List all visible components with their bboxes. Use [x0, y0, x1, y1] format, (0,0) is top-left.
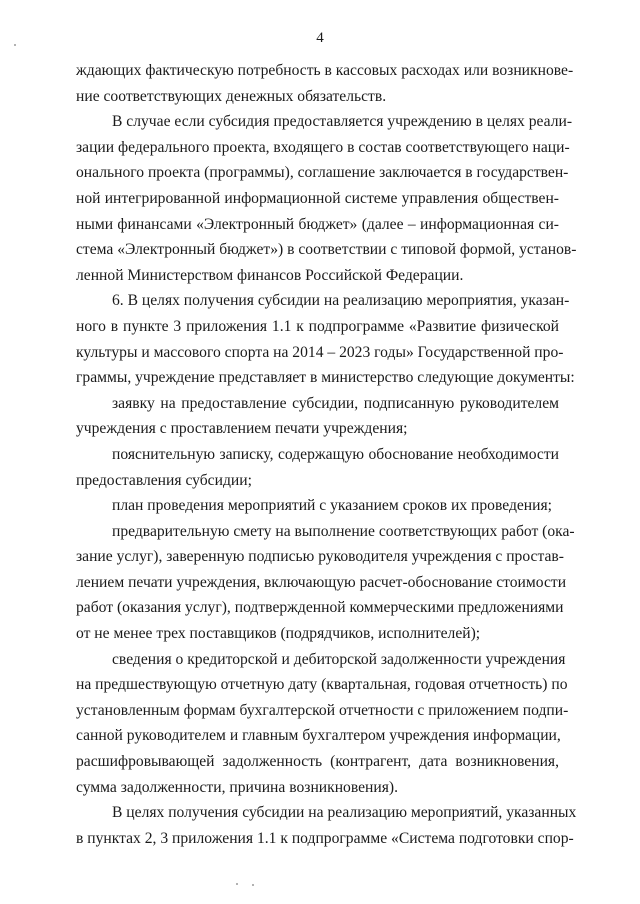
text-line: от не менее трех поставщиков (подрядчиков, исполнителей); [76, 625, 481, 643]
text-line: ной интегрированной информационной системе управления обществен- [76, 189, 559, 207]
text-line: 6. В целях получения субсидии на реализацию мероприятия, указан- [112, 292, 570, 310]
text-line: санной руководителем и главным бухгалтером учреждения информации, [76, 727, 561, 745]
text-line: граммы, учреждение представляет в министерство следующие документы: [76, 369, 575, 387]
text-line: зации федерального проекта, входящего в состав соответствующего наци- [76, 138, 570, 156]
text-line: ждающих фактическую потребность в кассовых расходах или возникнове- [76, 62, 574, 79]
text-line: стема «Электронный бюджет») в соответствии с типовой формой, установ- [76, 241, 577, 259]
text-line: предварительную смету на выполнение соответствующих работ (ока- [112, 522, 575, 540]
body-text [76, 58, 577, 851]
text-line: ными финансами «Электронный бюджет» (далее – информационная си- [76, 215, 559, 233]
page-number: 4 [316, 30, 324, 46]
text-line: В целях получения субсидии на реализацию мероприятий, указанных [112, 804, 577, 822]
scan-speck [236, 883, 238, 885]
text-line: заявку на предоставление субсидии, подписанную руководителем [112, 394, 559, 412]
text-line: сумма задолженности, причина возникновения). [76, 778, 398, 796]
text-line: культуры и массового спорта на 2014 – 2023 годы» Государственной про- [76, 343, 564, 361]
text-line: лением печати учреждения, включающую расчет-обоснование стоимости [76, 573, 567, 591]
text-line: зание услуг), заверенную подписью руководителя учреждения с простав- [76, 548, 564, 566]
text-line: установленным формам бухгалтерской отчетности с приложением подпи- [76, 701, 569, 719]
text-line: работ (оказания услуг), подтвержденной коммерческими предложениями [76, 599, 564, 617]
text-line: учреждения с проставлением печати учреждения; [76, 420, 408, 438]
text-line: ленной Министерством финансов Российской Федерации. [76, 266, 464, 284]
text-line: расшифровывающей задолженность (контрагент, дата возникновения, [76, 753, 559, 771]
text-line: на предшествующую отчетную дату (квартальная, годовая отчетность) по [76, 676, 568, 694]
scan-speck [252, 884, 254, 886]
text-line: сведения о кредиторской и дебиторской задолженности учреждения [112, 650, 566, 668]
text-line: онального проекта (программы), соглашение заключается в государствен- [76, 164, 569, 182]
text-line: В случае если субсидия предоставляется учреждению в целях реали- [112, 113, 573, 131]
text-line: пояснительную записку, содержащую обоснование необходимости [112, 445, 559, 463]
text-line: предоставления субсидии; [76, 471, 252, 489]
text-line: ние соответствующих денежных обязательств. [76, 87, 387, 105]
text-line: план проведения мероприятий с указанием сроков их проведения; [112, 497, 552, 515]
text-line: в пунктах 2, 3 приложения 1.1 к подпрограмме «Система подготовки спор- [76, 829, 574, 847]
text-line: ного в пункте 3 приложения 1.1 к подпрограмме «Развитие физической [76, 317, 559, 335]
